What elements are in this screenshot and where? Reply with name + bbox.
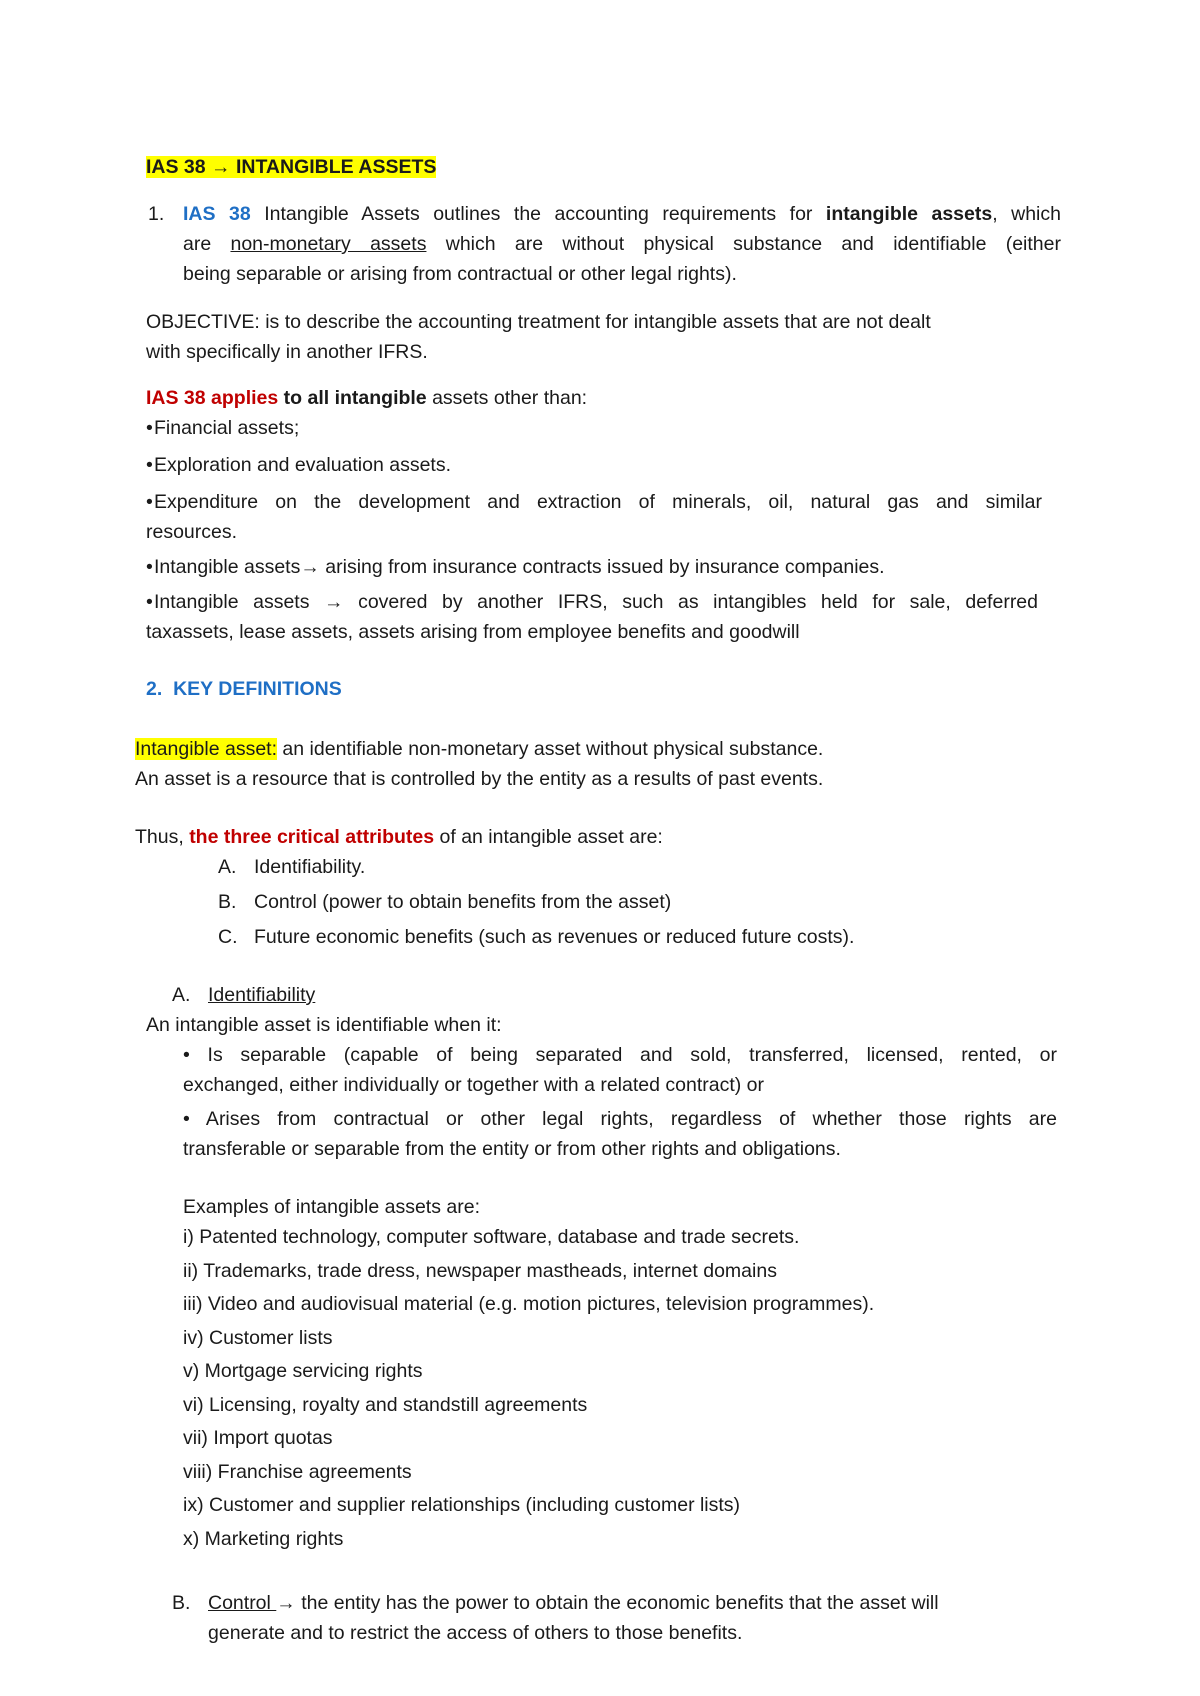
section-heading: 2. KEY DEFINITIONS [146, 678, 342, 700]
scope-item: •Exploration and evaluation assets. [146, 454, 452, 476]
arrow-icon: → [211, 156, 231, 178]
example-item: v) Mortgage servicing rights [183, 1360, 423, 1382]
arrow-icon: → [300, 556, 320, 578]
arrow-icon: → [276, 1592, 296, 1614]
bullet-icon: • [146, 417, 153, 439]
bullet-icon: • [146, 491, 153, 513]
scope-item-cont: resources. [146, 521, 238, 543]
example-item: iv) Customer lists [183, 1327, 333, 1349]
intro-text: Intangible Assets outlines the accounting requirements for [250, 203, 826, 225]
intro-bold: intangible assets [825, 203, 993, 225]
subsection-heading-identifiability: A. Identifiability [172, 984, 316, 1006]
example-item: viii) Franchise agreements [183, 1461, 412, 1483]
attribute-item: C. Future economic benefits (such as revenues or reduced future costs). [218, 926, 855, 948]
scope-item-cont: taxassets, lease assets, assets arising from employee benefits and goodwill [146, 621, 800, 643]
bullet-icon: • [146, 454, 153, 476]
subsection-heading-control: B. Control → the entity has the power to obtain the economic benefits that the asset will [172, 1592, 939, 1614]
arrow-icon: → [324, 591, 344, 613]
scope-lead [146, 389, 587, 409]
intro-code: IAS 38 [183, 203, 251, 225]
identifiability-bullet-cont: exchanged, either individually or together with a related contract) or [183, 1074, 764, 1096]
identifiability-lead: An intangible asset is identifiable when it: [146, 1014, 502, 1036]
definition-asset: An asset is a resource that is controlled by the entity as a results of past events. [135, 768, 824, 790]
example-item: ix) Customer and supplier relationships (including customer lists) [183, 1494, 741, 1516]
example-item: ii) Trademarks, trade dress, newspaper mastheads, internet domains [183, 1260, 777, 1282]
bullet-icon: • [146, 591, 153, 613]
definition-intangible-asset: Intangible asset: an identifiable non-monetary asset without physical substance. [135, 738, 824, 760]
scope-item: •Expenditure on the development and extraction of minerals, oil, natural gas and similar [146, 491, 1042, 513]
intro-line-1 [183, 205, 1061, 225]
intro-line-3: being separable or arising from contractual or other legal rights). [183, 263, 737, 285]
bullet-icon: • [183, 1108, 190, 1130]
objective-line-1: OBJECTIVE: is to describe the accounting treatment for intangible assets that are not dealt [146, 311, 931, 333]
control-line-2: generate and to restrict the access of others to those benefits. [208, 1622, 743, 1644]
example-item: i) Patented technology, computer software, database and trade secrets. [183, 1226, 800, 1248]
scope-item: •Intangible assets→ arising from insurance contracts issued by insurance companies. [146, 556, 885, 578]
scope-rest: assets other than: [426, 387, 588, 409]
attributes-lead: Thus, the three critical attributes of an intangible asset are: [135, 826, 663, 848]
identifiability-bullet-cont: transferable or separable from the entity or from other rights and obligations. [183, 1138, 841, 1160]
objective-line-2: with specifically in another IFRS. [146, 341, 428, 363]
attributes-red: the three critical attributes [189, 826, 435, 848]
identifiability-bullet: • Is separable (capable of being separated and sold, transferred, licensed, rented, or [183, 1044, 1057, 1066]
non-monetary-underline: non-monetary assets [230, 233, 427, 255]
identifiability-bullet: • Arises from contractual or other legal rights, regardless of whether those rights are [183, 1108, 1057, 1130]
definition-term: Intangible asset: [135, 738, 278, 760]
example-item: vi) Licensing, royalty and standstill agreements [183, 1394, 588, 1416]
document-title [146, 158, 436, 178]
example-item: x) Marketing rights [183, 1528, 344, 1550]
example-item: iii) Video and audiovisual material (e.g. motion pictures, television programmes). [183, 1293, 875, 1315]
scope-red: IAS 38 applies [146, 387, 279, 409]
example-item: vii) Import quotas [183, 1427, 333, 1449]
title-highlight: IAS 38 → INTANGIBLE ASSETS [146, 156, 437, 178]
attribute-item: A. Identifiability. [218, 856, 366, 878]
bullet-icon: • [183, 1044, 190, 1066]
intro-number: 1. [148, 203, 165, 225]
scope-bold: to all intangible [278, 387, 427, 409]
attribute-item: B. Control (power to obtain benefits from the asset) [218, 891, 672, 913]
intro-line-2: are non-monetary assets which are without physical substance and identifiable (either [183, 233, 1061, 255]
bullet-icon: • [146, 556, 153, 578]
scope-item: •Intangible assets → covered by another IFRS, such as intangibles held for sale, deferred [146, 591, 1038, 613]
scope-item: •Financial assets; [146, 417, 300, 439]
intro-text-end: , which [992, 203, 1061, 225]
examples-lead: Examples of intangible assets are: [183, 1196, 480, 1218]
